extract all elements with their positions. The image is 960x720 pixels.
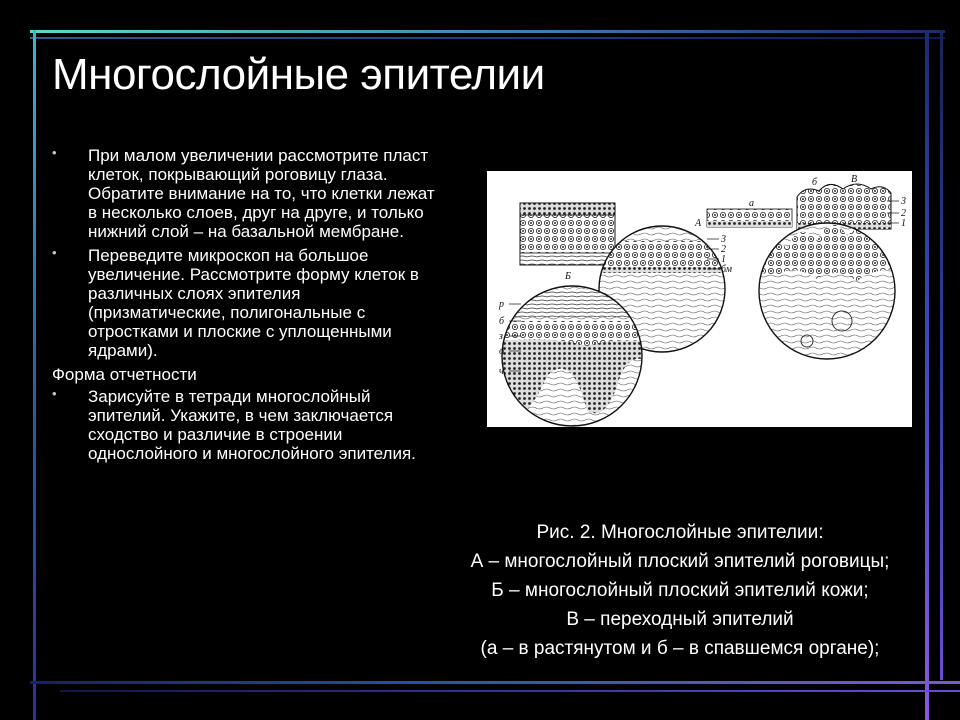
frame-bottom-line-secondary	[60, 690, 960, 692]
label-B: Б	[565, 271, 571, 282]
label-o: о	[499, 346, 504, 357]
bullet-dot-icon: •	[52, 386, 57, 401]
figure-caption	[400, 518, 960, 663]
label-z: з	[499, 331, 503, 342]
slide-body	[52, 146, 442, 468]
slide-title: Многослойные эпителии	[52, 50, 545, 99]
label-ch: ч	[499, 366, 504, 377]
frame-bottom-line	[30, 681, 960, 684]
label-a: а	[749, 198, 754, 209]
caption-line: В – переходный эпителий	[566, 609, 794, 630]
bullet-dot-icon: •	[52, 145, 57, 160]
label-3b: 3	[721, 234, 726, 245]
caption-line: (а – в растянутом и б – в спавшемся органе);	[480, 638, 880, 659]
label-1b: 1	[721, 254, 726, 265]
label-b: б	[812, 177, 818, 188]
frame-left-line	[33, 30, 36, 720]
cornea-block	[520, 203, 615, 265]
label-p: р	[499, 299, 504, 310]
transitional-strip-a	[707, 209, 792, 227]
label-2: 2	[901, 208, 906, 219]
report-heading: Форма отчетности	[52, 365, 197, 384]
frame-top-line	[30, 30, 945, 33]
bullet-text: При малом увеличении рассмотрите пласт клеток, покрывающий роговицу глаза. Обратите внимание на то, что клетки лежат в несколько слоев, друг на друге, и только нижний слой – на базальной мембране.	[88, 146, 435, 241]
label-b2: б	[499, 316, 505, 327]
label-1: 1	[901, 218, 906, 229]
transitional-circle	[752, 221, 902, 371]
bullet-item	[52, 246, 442, 360]
label-2b: 2	[721, 244, 726, 255]
label-bm: бм	[721, 264, 733, 275]
bullet-item	[52, 146, 442, 241]
epithelium-figure	[487, 171, 912, 427]
label-A: А	[695, 218, 702, 229]
transitional-strip-b	[797, 184, 891, 229]
caption-line: А – многослойный плоский эпителий роговицы;	[470, 551, 890, 572]
caption-line: Б – многослойный плоский эпителий кожи;	[491, 580, 869, 601]
label-3: 3	[901, 196, 906, 207]
caption-line: Рис. 2. Многослойные эпителии:	[536, 522, 824, 543]
bullet-dot-icon: •	[52, 245, 57, 260]
bullet-text: Переведите микроскоп на большое увеличение. Рассмотрите форму клеток в различных слоях эпителия (призматические, полигональные с отростками и плоские с уплощенными ядрами).	[88, 246, 419, 360]
epithelium-illustration	[487, 171, 912, 427]
frame-top-line-secondary	[30, 37, 945, 39]
bullet-item	[52, 387, 442, 463]
label-V: В	[851, 174, 858, 185]
bullet-text: Зарисуйте в тетради многослойный эпителий. Укажите, в чем заключается сходство и различие в строении однослойного и многослойного эпителия.	[88, 387, 416, 463]
